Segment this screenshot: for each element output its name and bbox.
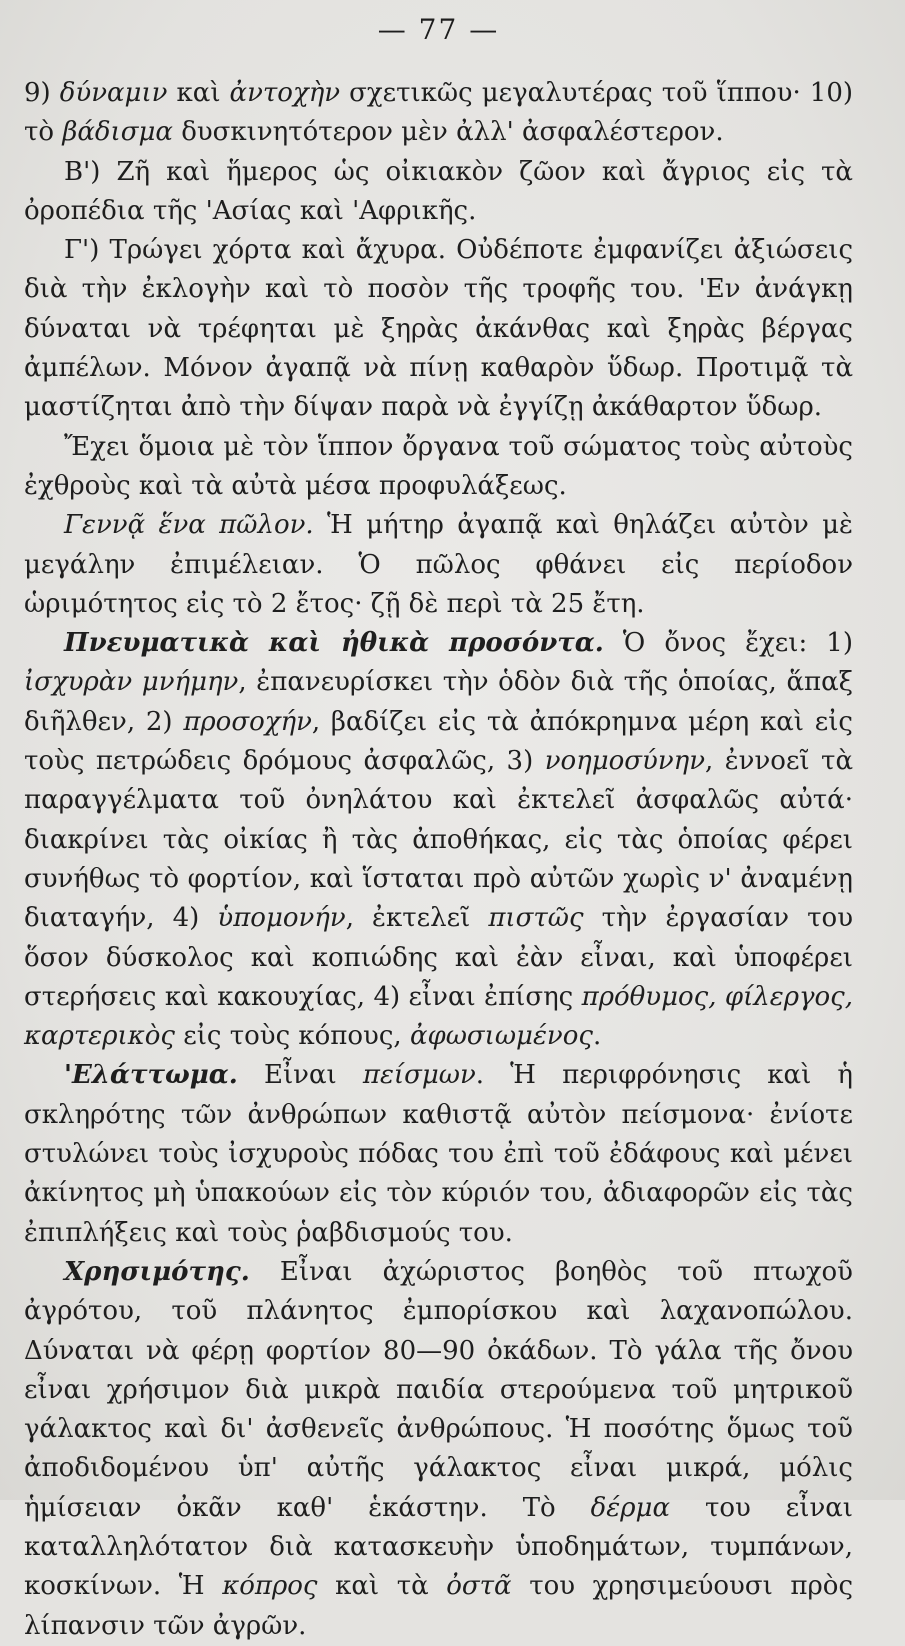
emphasis-text: ὀστᾶ — [446, 1571, 512, 1602]
emphasis-text: ἰσχυρὰν μνήμην — [24, 667, 239, 698]
emphasis-text: δέρμα — [590, 1492, 671, 1523]
paragraph — [24, 506, 853, 624]
paragraph — [24, 231, 853, 427]
paragraph-text: Γ') Τρώγει χόρτα καὶ ἄχυρα. Οὐδέποτε ἐμφανίζει ἀξιώσεις διὰ τὴν ἐκλογὴν καὶ τὸ ποσὸν τῆς τροφῆς του. 'Εν ἀνάγκῃ δύναται νὰ τρέφηται μὲ ξηρὰς ἀκάνθας καὶ ξηρὰς βέργας ἀμπέλων. Μόνον ἀγαπᾷ νὰ πίνῃ καθαρὸν ὕδωρ. Προτιμᾷ τὰ μαστίζηται ἀπὸ τὴν δίψαν παρὰ νὰ ἐγγίζῃ ἀκάθαρτον ὕδωρ. — [24, 235, 853, 423]
paragraph-text: , ἐκτελεῖ — [345, 903, 489, 934]
section-heading: Χρησιμότης. — [64, 1256, 250, 1287]
emphasis-text: ἀφωσιωμένος — [409, 1021, 593, 1052]
paragraph — [24, 1056, 853, 1252]
paragraph-text: Εἶναι ἀχώριστος βοηθὸς τοῦ πτωχοῦ ἀγρότου, τοῦ πλάνητος ἐμπορίσκου καὶ λαχανοπώλου. Δύναται νὰ φέρῃ φορτίον 80—90 ὀκάδων. Τὸ γάλα τῆς ὄνου εἶναι χρήσιμον διὰ μικρὰ παιδία στερούμενα τοῦ μητρικοῦ γάλακτος καὶ δι' ἀσθενεῖς ἀνθρώπους. Ἡ ποσότης ὅμως τοῦ ἀποδιδομένου ὑπ' αὐτῆς γάλακτος εἶναι μικρά, μόλις ἡμίσειαν ὀκᾶν καθ' ἑκάστην. Τὸ — [24, 1256, 853, 1523]
paragraph-text: του χρησιμεύουσι πρὸς λίπανσιν τῶν ἀγρῶν. — [24, 1571, 853, 1641]
page-number: — 77 — — [377, 13, 500, 46]
paragraph-text: Ἡ μήτηρ ἀγαπᾷ καὶ θηλάζει αὐτὸν μὲ μεγάλην ἐπιμέλειαν. Ὁ πῶλος φθάνει εἰς περίοδον ὡριμότητος εἰς τὸ 2 ἔτος· ζῇ δὲ περὶ τὰ 25 ἔτη. — [24, 510, 854, 619]
paragraph — [24, 624, 853, 1056]
paragraph-text: , ἐννοεῖ τὰ παραγγέλματα τοῦ ὀνηλάτου καὶ ἐκτελεῖ ἀσφαλῶς αὐτά· διακρίνει τὰς οἰκίας ἢ τὰς ἀποθήκας, εἰς τὰς ὁποίας φέρει συνήθως τὸ φορτίον, καὶ ἵσταται πρὸ αὐτῶν χωρὶς ν' ἀναμένῃ διαταγήν, 4) — [24, 746, 853, 934]
section-heading: Πνευματικὰ καὶ ἠθικὰ προσόντα. — [64, 628, 604, 659]
paragraph — [24, 153, 853, 232]
paragraph-text: . — [592, 1021, 602, 1052]
emphasis-text: κόπρος — [222, 1571, 318, 1602]
paragraph-text: , ἐπανευρίσκει τὴν ὁδὸν διὰ τῆς ὁποίας, ἅπαξ διῆλθεν, 2) — [24, 667, 853, 737]
paragraph-text: του εἶναι καταλληλότατον διὰ κατασκευὴν ὑποδημάτων, τυμπάνων, κοσκίνων. Ἡ — [24, 1492, 853, 1602]
paragraph-text: . Ἡ περιφρόνησις καὶ ἡ σκληρότης τῶν ἀνθρώπων καθιστᾷ αὐτὸν πείσμονα· ἐνίοτε στυλώνει τοὺς ἰσχυροὺς πόδας του ἐπὶ τοῦ ἐδάφους καὶ μένει ἀκίνητος μὴ ὑπακούων εἰς τὸν κύριόν του, ἀδιαφορῶν εἰς τὰς ἐπιπλήξεις καὶ τοὺς ῥαβδισμούς του. — [24, 1060, 853, 1248]
paragraph — [24, 74, 853, 153]
paragraph-text: Ἔχει ὅμοια μὲ τὸν ἵππον ὄργανα τοῦ σώματος τοὺς αὐτοὺς ἐχθροὺς καὶ τὰ αὐτὰ μέσα προφυλάξεως. — [24, 431, 853, 501]
emphasis-text: ἀντοχὴν — [229, 78, 341, 108]
paragraph-text: Ὁ ὄνος ἔχει: 1) — [603, 628, 853, 659]
paragraph-text: 9) — [24, 78, 60, 108]
paragraph — [24, 428, 853, 507]
emphasis-text: βάδισμα — [62, 117, 173, 148]
emphasis-text: πρόθυμος, φίλεργος, καρτερικὸς — [24, 981, 854, 1052]
section-heading: 'Ελάττωμα. — [64, 1060, 238, 1091]
emphasis-text: ὑπομονήν — [217, 903, 346, 934]
paragraph-text: εἰς τοὺς κόπους, — [174, 1021, 410, 1052]
paragraph — [24, 1253, 853, 1646]
paragraph-text: Εἶναι — [237, 1060, 363, 1091]
paragraph-text: δυσκινητότερον μὲν ἀλλ' ἀσφαλέστερον. — [172, 117, 724, 148]
emphasis-text: δύναμιν — [59, 78, 168, 108]
paragraph-text: τὴν ἐργασίαν του ὅσον δύσκολος καὶ κοπιώδης καὶ ἐὰν εἶναι, καὶ ὑποφέρει στερήσεις καὶ κακουχίας, 4) εἶναι ἐπίσης — [24, 903, 854, 1012]
paragraph-text: καὶ τὰ — [317, 1571, 447, 1602]
emphasis-text: πείσμων — [362, 1060, 476, 1091]
paragraph-text: σχετικῶς μεγαλυτέρας τοῦ ἵππου· 10) τὸ — [24, 78, 854, 148]
emphasis-text: νοημοσύνην — [544, 746, 706, 777]
emphasis-text: προσοχήν — [183, 706, 312, 737]
emphasis-text: πιστῶς — [488, 903, 584, 934]
paragraph-text: , βαδίζει εἰς τὰ ἀπόκρημνα μέρη καὶ εἰς τοὺς πετρώδεις δρόμους ἀσφαλῶς, 3) — [24, 706, 853, 777]
page-body-text — [24, 74, 853, 1646]
paragraph-text: καὶ — [167, 78, 230, 108]
emphasis-text: Γεννᾷ ἕνα πῶλον. — [64, 510, 314, 541]
paragraph-text: Β') Ζῆ καὶ ἥμερος ὡς οἰκιακὸν ζῶον καὶ ἄγριος εἰς τὰ ὀροπέδια τῆς 'Ασίας καὶ 'Αφρικῆς. — [24, 156, 853, 226]
